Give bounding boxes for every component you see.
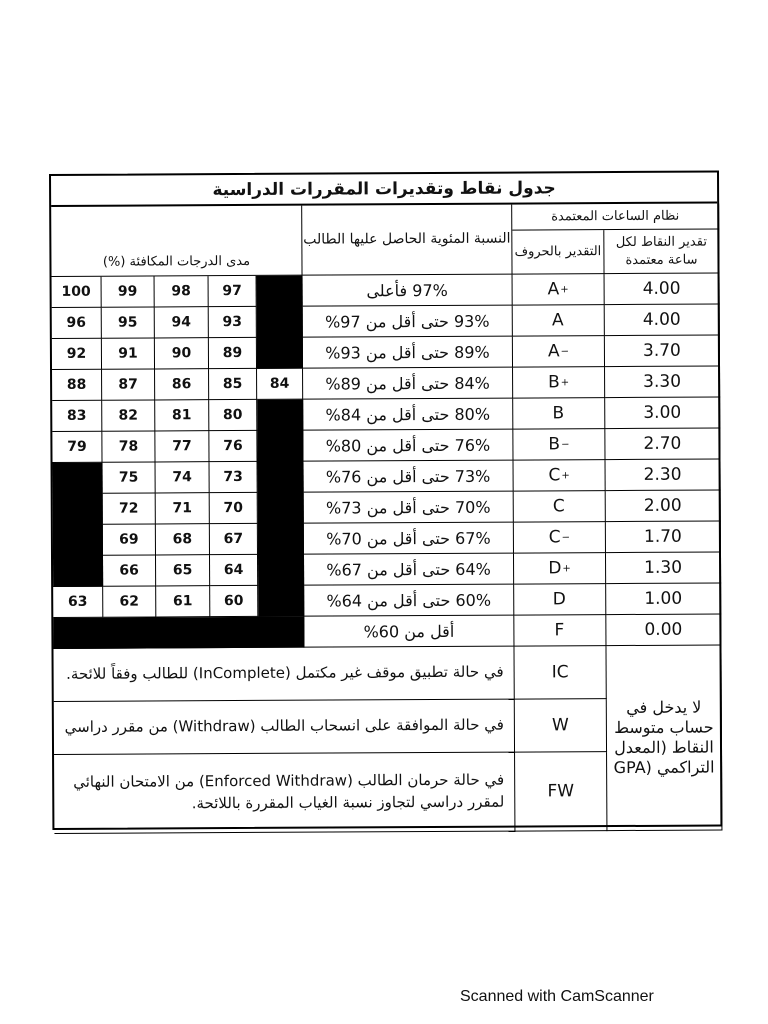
letter-grade: F [554,620,565,641]
score-cell: 67 [210,524,258,555]
grade-points-cell: 2.00 [606,490,721,522]
letter-grade: B [552,403,565,424]
score-cell: 97 [209,276,257,307]
grade-table [49,170,722,829]
letter-grade-cell [513,336,605,367]
score-cell: 92 [52,339,102,370]
grade-modifier: − [561,531,571,543]
letter-grade-cell [514,615,606,646]
score-cell: 76 [209,431,257,462]
score-cell: 65 [156,555,210,586]
equivalent-scores-header: مدى الدرجات المكافئة (%) [51,206,302,277]
percent-range-cell: 73% حتى أقل من 76% [304,461,514,493]
grade-modifier: + [562,562,571,574]
score-cell: 91 [102,338,155,369]
special-grade-code: IC [514,646,606,699]
percent-range-cell: 97% فأعلى [303,275,513,307]
letter-grade: C [552,496,565,517]
score-cell: 62 [103,586,156,617]
score-cell: 72 [103,493,156,524]
percent-range-cell: 93% حتى أقل من 97% [303,306,513,338]
score-cell: 98 [155,276,209,307]
grade-modifier: − [560,345,569,357]
special-grade-description: في حالة حرمان الطالب (Enforced Withdraw) من الامتحان النهائي لمقرر دراسي لتجاوز نسبة الغياب المقررة باللائحة. [54,753,515,834]
percent-range-cell: 70% حتى أقل من 73% [304,492,514,524]
score-cell: 80 [209,400,257,431]
score-cell: 61 [156,586,210,617]
grade-points-cell: 3.30 [605,366,720,398]
letter-grade: B [548,434,561,455]
percent-range-cell: 80% حتى أقل من 84% [303,399,513,431]
letter-grade-cell [514,553,606,584]
score-cell: 96 [52,308,102,339]
letter-grade-cell [514,460,606,491]
letter-grade-cell [513,429,605,460]
score-cell: 71 [156,493,210,524]
score-cell: 89 [209,338,257,369]
score-cell: 69 [103,524,156,555]
grade-points-cell: 4.00 [605,304,720,336]
score-cell: 95 [102,307,155,338]
score-cell: 73 [210,462,258,493]
special-grade-description: في حالة الموافقة على انسحاب الطالب (Withdraw) من مقرر دراسي [54,700,515,755]
grade-points-cell: 3.70 [605,335,720,367]
grade-modifier: − [561,438,570,450]
letter-grade: D [548,558,562,579]
special-grade-code: FW [515,752,607,831]
letter-grade-cell [513,274,605,305]
table-grid [51,204,720,828]
score-cell: 68 [156,524,210,555]
grade-points-cell: 0.00 [606,614,721,646]
letter-grade-cell [514,491,606,522]
scanner-watermark: Scanned with CamScanner [460,988,654,1005]
score-cell: 93 [209,307,257,338]
score-cell: 60 [210,586,258,617]
grade-modifier: + [560,376,570,388]
letter-grade-cell [513,398,605,429]
letter-grade: C [548,527,561,548]
score-cell: 63 [53,587,103,618]
letter-grade: C [548,465,561,486]
grade-modifier: + [561,469,570,481]
letter-grade-cell [513,367,605,398]
grade-points-cell: 2.70 [605,428,720,460]
score-cell: 88 [52,370,102,401]
score-cell: 94 [155,307,209,338]
blacked-out-cell [53,617,304,649]
letter-grade-cell [514,522,606,553]
percent-range-cell: 84% حتى أقل من 89% [303,368,513,400]
score-cell: 75 [103,462,156,493]
percent-range-cell: 76% حتى أقل من 80% [303,430,513,462]
special-grade-code: W [515,699,607,752]
score-cell: 77 [155,431,209,462]
score-cell: 86 [155,369,209,400]
blacked-out-cell [257,276,303,369]
percent-range-cell: 60% حتى أقل من 64% [304,585,514,617]
grade-points-cell: 3.00 [605,397,720,429]
letter-grade: A [551,310,564,331]
score-cell: 90 [155,338,209,369]
grade-modifier: + [560,283,569,295]
points-header: تقدير النقاط لكل ساعة معتمدة [604,229,719,274]
letter-grade: D [552,589,566,610]
letter-grade-cell [513,305,605,336]
percent-range-cell: 67% حتى أقل من 70% [304,523,514,555]
grade-points-cell: 2.30 [606,459,721,491]
score-cell: 66 [103,555,156,586]
letter-grade: A [547,341,560,362]
score-cell: 81 [155,400,209,431]
score-cell: 83 [52,401,102,432]
score-cell: 64 [210,555,258,586]
score-cell: 82 [102,400,155,431]
grade-points-cell: 1.30 [606,552,721,584]
blacked-out-cell [53,463,104,587]
score-cell: 70 [210,493,258,524]
letter-grade-cell [514,584,606,615]
letter-grade-header: التقدير بالحروف [512,230,604,274]
letter-grade: A [547,279,560,300]
blacked-out-cell [257,400,304,617]
grade-points-cell: 1.00 [606,583,721,615]
score-cell: 100 [52,277,102,308]
score-cell: 99 [102,276,155,307]
credit-system-header: نظام الساعات المعتمدة [512,203,719,230]
score-cell: 79 [52,432,102,463]
score-cell: 74 [156,462,210,493]
percent-range-cell: أقل من 60% [304,616,514,648]
percent-range-cell: 89% حتى أقل من 93% [303,337,513,369]
grade-points-cell: 1.70 [606,521,721,553]
gpa-exclusion-note: لا يدخل في حساب متوسط النقاط (المعدل التراكمي (GPA [606,645,722,831]
special-grade-description: في حالة تطبيق موقف غير مكتمل (InComplete) للطالب وفقاً للائحة. [53,647,514,702]
score-cell: 78 [102,431,155,462]
table-title: جدول نقاط وتقديرات المقررات الدراسية [51,173,717,207]
letter-grade: B [548,372,560,393]
percent-range-cell: 64% حتى أقل من 67% [304,554,514,586]
score-cell: 84 [257,369,303,400]
score-cell: 85 [209,369,257,400]
grade-points-cell: 4.00 [605,273,720,305]
percent-header: النسبة المئوية الحاصل عليها الطالب [302,205,512,276]
score-cell: 87 [102,369,155,400]
